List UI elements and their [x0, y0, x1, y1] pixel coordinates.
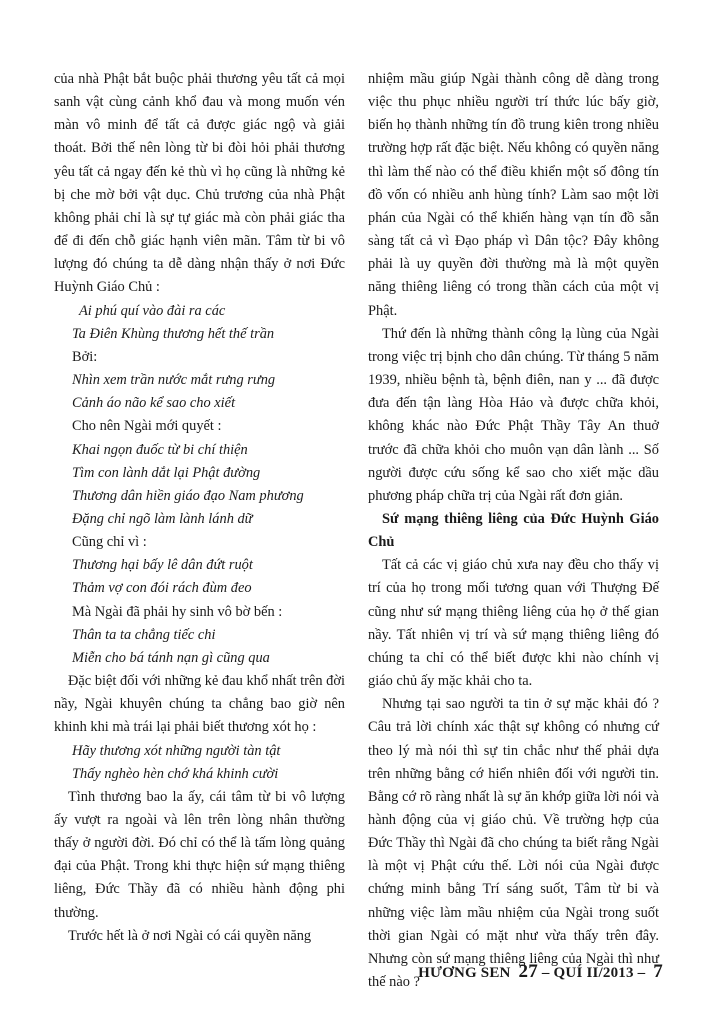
- paragraph: Đặc biệt đối với những kẻ đau khổ nhất trên đời nầy, Ngài khuyên chúng ta chẳng bao giờ nên khinh khi mà trái lại phải biết thương xót họ :: [54, 673, 345, 736]
- verse-line: Ta Điên Khùng thương hết thế trần: [72, 325, 275, 342]
- paragraph: của nhà Phật bắt buộc phải thương yêu tất cả mọi sanh vật cùng cảnh khổ đau và mong muốn vén màn vô minh để tất cả được giác ngộ và giải thoát. Bởi thế nên lòng từ bi đòi hỏi phải thương yêu tất cả ngay đến kẻ thù vì họ cũng là những kẻ bị che mờ bởi vật dục. Chủ trương của nhà Phật không phải chỉ là sự tự giác mà còn phải giác tha để đi đến chỗ giác hạnh viên mãn. Tâm từ bi vô lượng đó chúng ta dễ dàng nhận thấy ở nơi Đức Huỳnh Giáo Chủ :: [54, 71, 345, 296]
- page-footer: [418, 961, 663, 983]
- issue-number: 27: [518, 961, 538, 982]
- connector-text: Cũng chỉ vì :: [72, 534, 147, 551]
- connector-text: Bởi:: [72, 348, 98, 365]
- verse-line: Cảnh áo não kể sao cho xiết: [72, 395, 236, 412]
- verse-line: Tìm con lành dắt lại Phật đường: [72, 464, 261, 481]
- verse-line: Thân ta ta chẳng tiếc chi: [72, 626, 216, 643]
- paragraph: Tình thương bao la ấy, cái tâm từ bi vô lượng ấy vượt ra ngoài và lên trên lòng nhân thường thấy ở người đời. Đó chỉ có thể là tấm lòng quảng đại của Phật. Trong khi thực hiện sứ mạng thiêng liêng, Đức Thầy đã có nhiều hành động phi thường.: [54, 788, 345, 921]
- verse-line: Thấy nghèo hèn chớ khá khinh cười: [72, 765, 279, 782]
- verse-line: Hãy thương xót những người tàn tật: [72, 742, 281, 759]
- verse-line: Khai ngọn đuốc từ bi chí thiện: [72, 441, 248, 458]
- paragraph: nhiệm mầu giúp Ngài thành công dễ dàng trong việc thu phục nhiều người trí thức lúc bấy giờ, biến họ thành những tín đồ trung kiên trong nhiều trường hợp rất đặc biệt. Nếu không có quyền năng thì làm thế nào có thể điều khiển một số đông tín đồ vốn có nhiều anh hùng tính? Làm sao một lời phán của Ngài có thể khiến hàng vạn tín đồ sẵn sàng tất cả vì Đạo pháp vì Dân tộc? Đây không phải là uy quyền đời thường mà là một quyền năng thiêng liêng có trong thần cách của một vị Phật.: [368, 71, 659, 319]
- issue-quarter: – QUÍ II/2013 –: [541, 965, 646, 981]
- verse-line: Thảm vợ con đói rách đùm đeo: [72, 580, 252, 597]
- paragraph: Thứ đến là những thành công lạ lùng của Ngài trong việc trị bịnh cho dân chúng. Từ tháng 5 năm 1939, nhiều bệnh tà, bệnh điên, nan y ... đã được đưa đến tận làng Hòa Hảo và được chữa khỏi, không khác nào Đức Phật Thầy Tây An thuở trước đã chữa khỏi cho muôn vạn dân lành ... Số người được cứu sống kể sao cho xiết mặc dầu phương pháp chữa trị của Ngài rất đơn giản.: [368, 325, 659, 504]
- magazine-name: HƯƠNG SEN: [418, 965, 511, 981]
- verse-line: Ai phú quí vào đài ra các: [79, 302, 226, 319]
- section-heading: Sứ mạng thiêng liêng của Đức Huỳnh Giáo Chủ: [368, 510, 659, 551]
- verse-line: Đặng chỉ ngõ làm lành lánh dữ: [72, 510, 253, 527]
- verse-line: Nhìn xem trần nước mắt rưng rưng: [72, 372, 276, 389]
- verse-line: Thương hại bấy lê dân đứt ruột: [72, 557, 253, 574]
- paragraph: Tất cả các vị giáo chủ xưa nay đều cho thấy vị trí của họ trong mối tương quan với Thượng Đế cũng như sứ mạng thiêng liêng của họ ở thế gian nầy. Tất nhiên vị trí và sứ mạng thiêng liêng đó chúng ta chỉ có thể biết được khi nào chính vị giáo chủ ấy mặc khải cho ta.: [368, 557, 659, 690]
- left-column: [54, 68, 345, 948]
- verse-line: Miễn cho bá tánh nạn gì cũng qua: [72, 649, 270, 666]
- paragraph: Nhưng tại sao người ta tin ở sự mặc khải đó ? Câu trả lời chính xác thật sự không có nhưng cứ theo lý mà nói thì sự tin chắc như thế phải dựa trên những bằng cớ hiển nhiên đối với người tin. Bằng cớ rõ ràng nhất là sự ăn khớp giữa lời nói và hành động của vị giáo chủ. Về trường hợp của Đức Thầy thì Ngài đã cho chúng ta biết rằng Ngài là một vị Phật cứu thế. Lời nói của Ngài được chứng minh bằng Trí sáng suốt, Tâm từ bi và những việc làm mầu nhiệm của Ngài trong suốt thời gian Ngài có mặt như vừa thấy trên đây. Nhưng còn sứ mạng thiêng liêng của Ngài thì như thế nào ?: [368, 696, 659, 991]
- connector-text: Cho nên Ngài mới quyết :: [72, 418, 222, 435]
- right-column: [368, 68, 659, 994]
- paragraph: Trước hết là ở nơi Ngài có cái quyền năng: [68, 927, 312, 944]
- verse-line: Thương dân hiền giáo đạo Nam phương: [72, 487, 304, 504]
- connector-text: Mà Ngài đã phải hy sinh vô bờ bến :: [72, 603, 283, 620]
- page-number: 7: [653, 961, 663, 982]
